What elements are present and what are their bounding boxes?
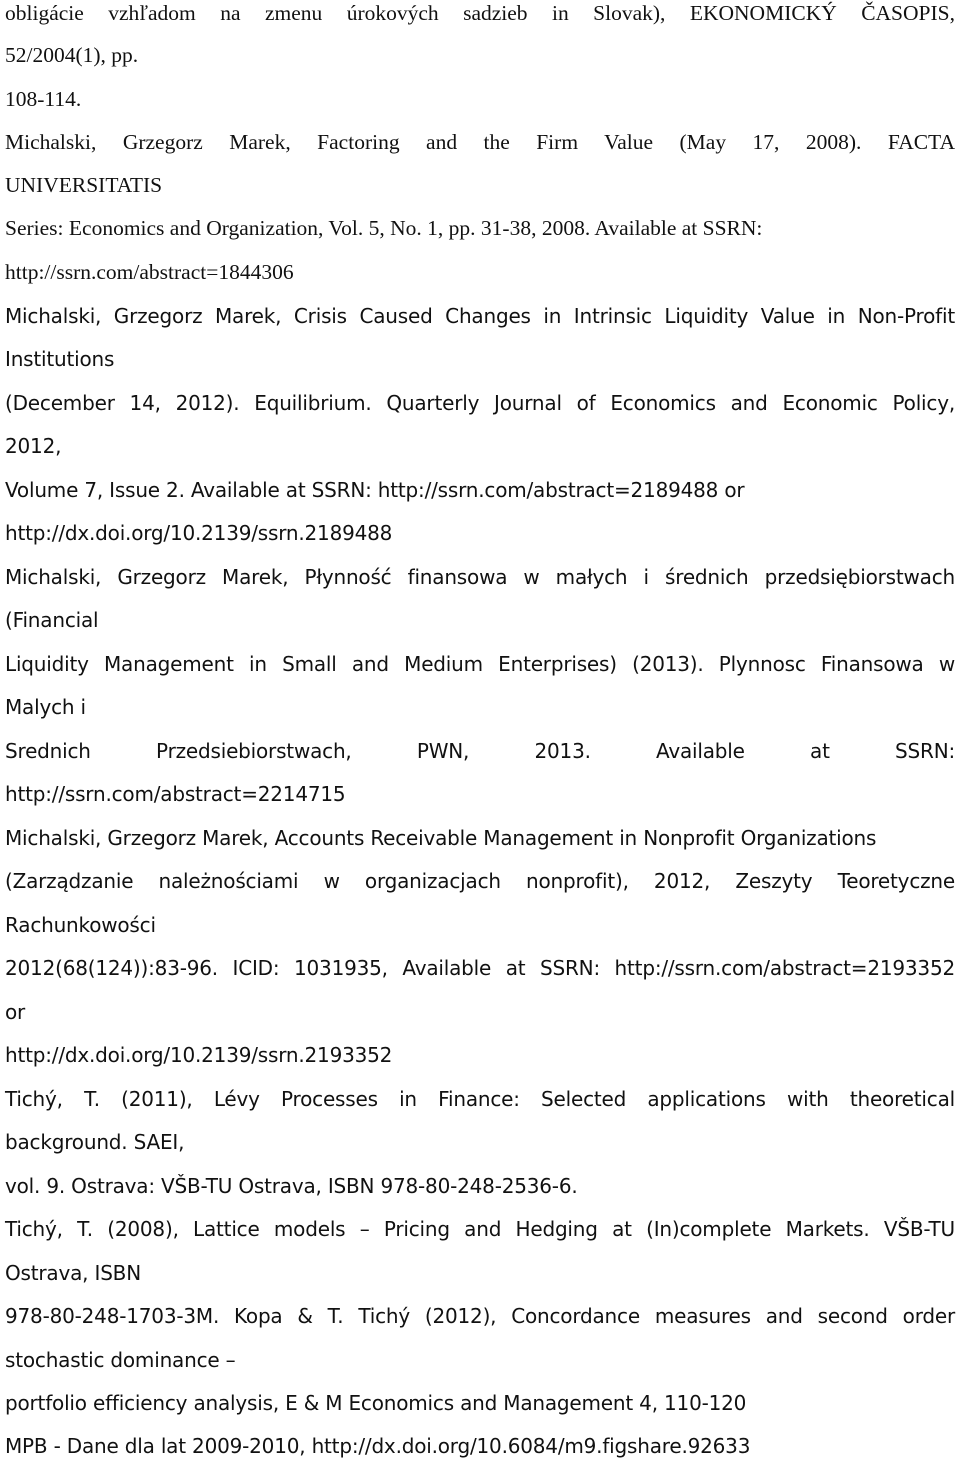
text-line: Ostrava, ISBN — [5, 1261, 141, 1285]
text-line: or — [5, 1000, 26, 1024]
text-line: MPB - Dane dla lat 2009-2010, http://dx.doi.org/10.6084/m9.figshare.92633 — [5, 1434, 751, 1458]
text-line: 2012, — [5, 434, 62, 458]
text-line: Institutions — [5, 347, 115, 371]
text-line: (Zarządzanie należnościami w organizacjach nonprofit), 2012, Zeszyty Teoretyczne — [5, 869, 955, 893]
text-line: 2012(68(124)):83-96. ICID: 1031935, Available at SSRN: http://ssrn.com/abstract=2193352 — [5, 956, 955, 980]
text-line: Tichý, T. (2008), Lattice models – Pricing and Hedging at (In)complete Markets. VŠB-TU — [5, 1217, 955, 1241]
text-line: stochastic dominance – — [5, 1348, 236, 1372]
text-line: Michalski, Grzegorz Marek, Crisis Caused Changes in Intrinsic Liquidity Value in Non-Profit — [5, 304, 955, 328]
text-line: Michalski, Grzegorz Marek, Płynność finansowa w małych i średnich przedsiębiorstwach — [5, 565, 955, 589]
text-line: Rachunkowości — [5, 913, 156, 937]
text-line: Michalski, Grzegorz Marek, Factoring and the Firm Value (May 17, 2008). FACTA — [5, 130, 955, 154]
text-line: (December 14, 2012). Equilibrium. Quarterly Journal of Economics and Economic Policy, — [5, 391, 955, 415]
text-line: (Financial — [5, 608, 99, 632]
text-line: http://ssrn.com/abstract=1844306 — [5, 260, 294, 284]
text-line: portfolio efficiency analysis, E & M Economics and Management 4, 110-120 — [5, 1391, 747, 1415]
text-line: Srednich Przedsiebiorstwach, PWN, 2013. Available at SSRN: — [5, 739, 955, 763]
text-line: 978-80-248-1703-3M. Kopa & T. Tichý (2012), Concordance measures and second order — [5, 1304, 955, 1328]
text-line: Malych i — [5, 695, 86, 719]
text-line: Liquidity Management in Small and Medium Enterprises) (2013). Plynnosc Finansowa w — [5, 652, 955, 676]
text-line: Tichý, T. (2011), Lévy Processes in Finance: Selected applications with theoretical — [5, 1087, 955, 1111]
text-line: Michalski, Grzegorz Marek, Accounts Receivable Management in Nonprofit Organizations — [5, 826, 877, 850]
text-line: 52/2004(1), pp. — [5, 43, 139, 67]
text-line: vol. 9. Ostrava: VŠB-TU Ostrava, ISBN 978-80-248-2536-6. — [5, 1174, 578, 1198]
text-line: http://ssrn.com/abstract=2214715 — [5, 782, 346, 806]
text-line: UNIVERSITATIS — [5, 173, 163, 197]
text-line: http://dx.doi.org/10.2139/ssrn.2189488 — [5, 521, 393, 545]
text-line: 108-114. — [5, 87, 82, 111]
text-line: background. SAEI, — [5, 1130, 185, 1154]
text-line: obligácie vzhľadom na zmenu úrokových sadzieb in Slovak), EKONOMICKÝ ČASOPIS, — [5, 1, 955, 25]
text-line: Series: Economics and Organization, Vol. 5, No. 1, pp. 31-38, 2008. Available at SSRN: — [5, 216, 763, 240]
text-line: Volume 7, Issue 2. Available at SSRN: http://ssrn.com/abstract=2189488 or — [5, 478, 745, 502]
text-line: http://dx.doi.org/10.2139/ssrn.2193352 — [5, 1043, 393, 1067]
